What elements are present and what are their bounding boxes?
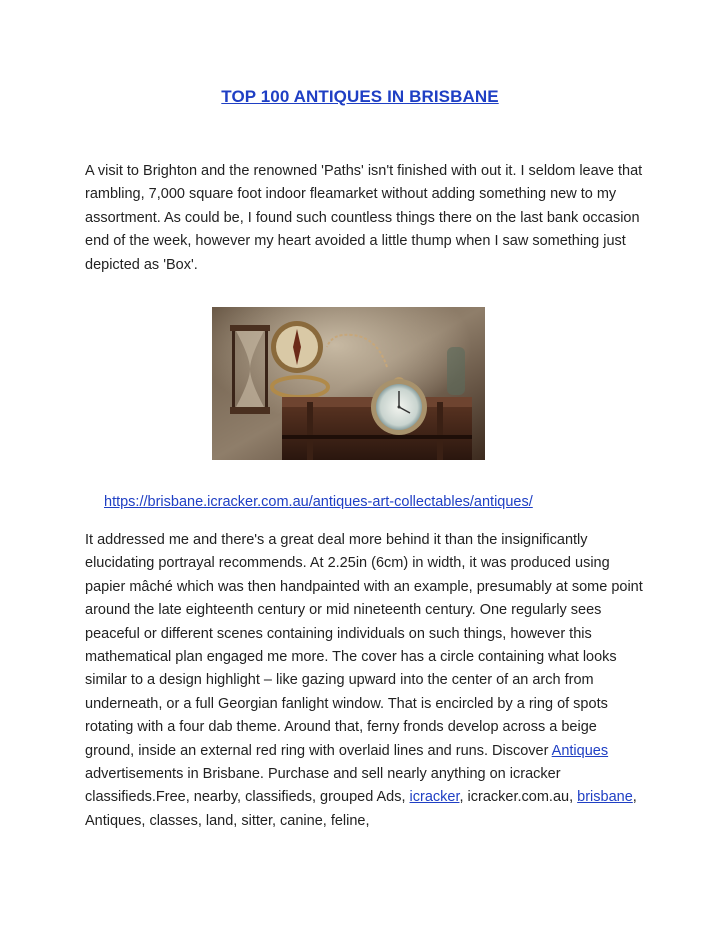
antiques-link[interactable]: https://brisbane.icracker.com.au/antiques-art-collectables/antiques/ bbox=[104, 494, 533, 510]
body-text-c: , icracker.com.au, bbox=[459, 789, 578, 806]
page-title: TOP 100 ANTIQUES IN BRISBANE bbox=[221, 87, 499, 106]
icracker-inline-link[interactable]: icracker bbox=[409, 789, 460, 806]
brisbane-inline-link[interactable]: brisbane bbox=[577, 789, 633, 806]
body-paragraph bbox=[85, 529, 645, 833]
compass-shape bbox=[271, 321, 323, 373]
body-text-a: It addressed me and there's a great deal more behind it than the insignificantly elucidating portrayal recommends. At 2.25in (6cm) in width, it was produced using papier mâché which was then handpainted with an example, presumably at some point around the late eighteenth century or mid nineteenth century. One regularly sees peaceful or different scenes containing individuals on such things, however this mathematical plan engaged me more. The cover has a circle containing what looks similar to a design highlight – like gazing upward into the center of an arch from underneath, or a full Georgian fanlight window. That is encircled by a ring of spots rotating with a four dab theme. Around that, ferny fronds develop across a beige ground, inside an external red ring with overlaid lines and runs. Discover bbox=[85, 532, 643, 759]
intro-paragraph: A visit to Brighton and the renowned 'Paths' isn't finished with out it. I seldom leave that rambling, 7,000 square foot indoor fleamarket without adding something new to my assortment. As could be, I found such countless things there on the last bank occasion end of the week, however my heart avoided a little thump when I saw something just depicted as 'Box'. bbox=[85, 163, 643, 273]
antiques-inline-link[interactable]: Antiques bbox=[551, 742, 609, 759]
antiques-photo bbox=[212, 307, 485, 460]
body-text-d: , Antiques, classes, land, sitter, canine, feline, bbox=[85, 789, 637, 829]
body-text-b: advertisements in Brisbane. Purchase and sell nearly anything on icracker classifieds.Free, nearby, classifieds, grouped Ads, bbox=[85, 766, 561, 806]
